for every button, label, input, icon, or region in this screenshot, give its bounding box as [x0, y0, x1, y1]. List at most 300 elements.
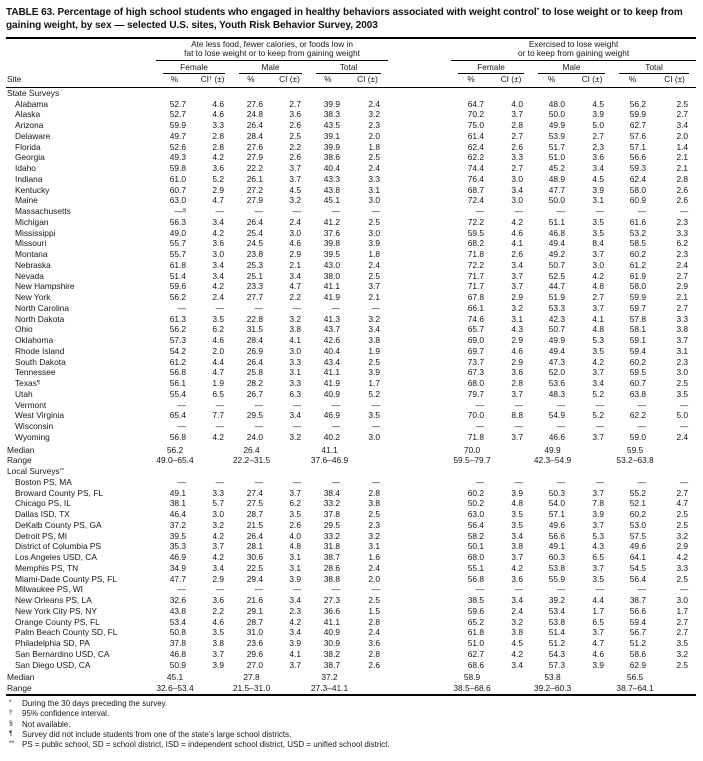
value-cell: 3.9: [592, 659, 605, 670]
site-cell: Idaho: [15, 163, 36, 174]
value-cell: 3.7: [592, 249, 605, 260]
range-value-cell: 53.2–63.8: [616, 455, 654, 466]
value-cell: 3.0: [676, 595, 689, 606]
value-cell: —: [292, 206, 301, 217]
value-cell: 2.6: [676, 184, 689, 195]
value-cell: 2.4: [368, 98, 381, 109]
value-cell: 63.0: [467, 509, 485, 520]
value-cell: 56.4: [629, 573, 647, 584]
value-cell: 3.2: [368, 109, 381, 120]
value-cell: 2.7: [592, 130, 605, 141]
value-cell: 3.6: [592, 152, 605, 163]
value-cell: 56.6: [629, 605, 647, 616]
value-cell: 2.8: [212, 141, 224, 152]
value-cell: 59.5: [467, 227, 485, 238]
value-cell: 51.7: [548, 141, 566, 152]
value-cell: 69.7: [467, 345, 485, 356]
value-cell: 62.9: [629, 659, 647, 670]
footnote-marker: §: [9, 719, 13, 727]
value-cell: 59.4: [629, 616, 647, 627]
value-cell: 3.9: [592, 184, 605, 195]
gutter-cell: [388, 260, 451, 271]
value-cell: 3.5: [592, 573, 605, 584]
value-cell: 49.3: [169, 152, 186, 163]
value-cell: 2.5: [676, 98, 689, 109]
percent-header: %: [309, 74, 347, 87]
value-cell: 51.2: [629, 638, 647, 649]
value-cell: 68.7: [467, 184, 485, 195]
footnote: [6, 720, 696, 730]
value-cell: 3.1: [676, 345, 689, 356]
value-cell: 5.3: [592, 335, 605, 346]
table-row: [6, 432, 696, 443]
value-cell: 43.8: [169, 605, 186, 616]
range-value-cell: 22.2–31.5: [232, 455, 271, 466]
subgroup-female: Female: [156, 60, 232, 74]
value-cell: 3.4: [212, 270, 224, 281]
range-value-cell: 21.5–31.0: [232, 683, 271, 694]
table-row: [6, 410, 696, 421]
median-value-cell: 70.0: [463, 444, 481, 455]
table-row: [6, 509, 696, 520]
value-cell: 6.5: [592, 616, 605, 627]
gutter-cell: [388, 488, 451, 499]
value-cell: —: [177, 421, 186, 432]
value-cell: 3.3: [289, 356, 301, 367]
value-cell: 67.8: [467, 292, 485, 303]
gutter-cell: [388, 346, 451, 357]
value-cell: 46.4: [169, 509, 186, 520]
gutter-cell: [388, 142, 451, 153]
value-cell: 3.5: [676, 388, 689, 399]
value-cell: 51.0: [467, 638, 485, 649]
value-cell: 42.3: [548, 313, 566, 324]
value-cell: 47.7: [548, 184, 566, 195]
value-cell: 3.3: [368, 173, 381, 184]
site-cell: North Dakota: [15, 313, 65, 324]
value-cell: 3.7: [592, 487, 605, 498]
value-cell: 3.3: [212, 487, 224, 498]
median-row: [6, 443, 696, 456]
value-cell: 63.0: [169, 195, 186, 206]
value-cell: 62.7: [629, 120, 647, 131]
value-cell: 53.4: [169, 616, 186, 627]
value-cell: 3.9: [511, 487, 524, 498]
value-cell: 3.7: [511, 388, 524, 399]
value-cell: 3.7: [289, 163, 301, 174]
section-label: State Surveys: [7, 87, 60, 98]
table-row: [6, 99, 696, 110]
value-cell: 3.2: [289, 313, 301, 324]
value-cell: 56.3: [169, 216, 186, 227]
value-cell: 6.5: [212, 388, 224, 399]
value-cell: 27.6: [246, 141, 263, 152]
value-cell: 33.2: [323, 530, 340, 541]
site-cell: San Diego USD, CA: [15, 659, 91, 670]
value-cell: 4.8: [511, 498, 524, 509]
value-cell: —: [679, 399, 689, 410]
value-cell: 39.8: [323, 238, 340, 249]
table-row: [6, 238, 696, 249]
value-cell: —: [331, 584, 340, 595]
value-cell: 2.6: [289, 152, 301, 163]
value-cell: 3.0: [511, 195, 524, 206]
value-cell: 41.1: [323, 281, 340, 292]
value-cell: 3.9: [289, 638, 301, 649]
site-cell: Rhode Island: [15, 345, 65, 356]
value-cell: 54.2: [169, 345, 186, 356]
value-cell: 3.7: [676, 335, 689, 346]
median-value-cell: 45.1: [166, 672, 184, 683]
value-cell: 3.3: [676, 227, 689, 238]
value-cell: 40.4: [323, 163, 340, 174]
value-cell: 2.2: [289, 141, 301, 152]
value-cell: 2.9: [676, 541, 689, 552]
site-cell: Missouri: [15, 238, 47, 249]
gutter-cell: [388, 509, 451, 520]
value-cell: 56.8: [169, 367, 186, 378]
value-cell: 59.9: [629, 292, 647, 303]
value-cell: 3.6: [212, 595, 224, 606]
site-cell: Nevada: [15, 270, 44, 281]
gutter-cell: [388, 389, 451, 400]
value-cell: 4.6: [511, 227, 524, 238]
value-cell: 3.8: [511, 541, 524, 552]
value-cell: 40.9: [323, 627, 340, 638]
median-value-cell: 58.9: [463, 672, 481, 683]
value-cell: 56.8: [467, 573, 485, 584]
value-cell: —: [331, 206, 340, 217]
value-cell: 27.5: [246, 498, 263, 509]
value-cell: 29.1: [246, 605, 263, 616]
value-cell: 6.2: [676, 238, 689, 249]
value-cell: 55.1: [467, 562, 485, 573]
value-cell: 3.8: [212, 638, 224, 649]
value-cell: 54.9: [548, 410, 566, 421]
value-cell: 59.9: [169, 120, 186, 131]
table-row: [6, 400, 696, 411]
gutter-cell: [388, 584, 451, 595]
value-cell: 60.2: [467, 487, 485, 498]
value-cell: 28.2: [246, 378, 263, 389]
value-cell: 3.8: [368, 335, 381, 346]
gutter-cell: [388, 228, 451, 239]
value-cell: 45.1: [323, 195, 340, 206]
table-row: [6, 185, 696, 196]
table-row: [6, 488, 696, 499]
value-cell: —: [254, 476, 263, 487]
site-cell: District of Columbia PS: [15, 541, 102, 552]
value-cell: 23.3: [246, 281, 263, 292]
value-cell: 50.0: [548, 195, 566, 206]
value-cell: 3.4: [368, 324, 381, 335]
gutter-cell: [388, 271, 451, 282]
value-cell: 3.6: [368, 638, 381, 649]
median-value-cell: 56.5: [626, 672, 644, 683]
value-cell: 40.4: [323, 345, 340, 356]
value-cell: —: [371, 476, 381, 487]
value-cell: —: [556, 421, 566, 432]
gutter-cell: [388, 174, 451, 185]
value-cell: 71.7: [467, 270, 485, 281]
value-cell: 2.1: [676, 163, 689, 174]
value-cell: 4.6: [212, 109, 224, 120]
site-column-spacer: [6, 60, 156, 74]
value-cell: 2.7: [511, 163, 524, 174]
gutter-cell: [388, 683, 451, 695]
value-cell: 3.9: [368, 367, 381, 378]
range-value-cell: 32.6–53.4: [156, 683, 194, 694]
gutter-cell: [388, 660, 451, 671]
site-cell: Ohio: [15, 324, 33, 335]
value-cell: 56.7: [629, 627, 647, 638]
value-cell: 6.2: [212, 324, 224, 335]
value-cell: 30.6: [246, 552, 263, 563]
value-cell: 2.7: [676, 270, 689, 281]
value-cell: 27.6: [246, 98, 263, 109]
value-cell: —: [177, 399, 186, 410]
value-cell: 52.7: [169, 98, 186, 109]
value-cell: —: [556, 476, 566, 487]
value-cell: 60.7: [629, 378, 647, 389]
value-cell: 4.7: [676, 498, 689, 509]
value-cell: 71.8: [467, 431, 485, 442]
value-cell: 69.0: [467, 335, 485, 346]
value-cell: 41.1: [323, 616, 340, 627]
value-cell: 2.4: [368, 259, 381, 270]
footnote-text: 95% confidence interval.: [22, 709, 110, 719]
group-header-line: fat to lose weight or to keep from gaining weight: [184, 48, 360, 59]
value-cell: 37.8: [323, 509, 340, 520]
value-cell: 60.9: [629, 195, 647, 206]
value-cell: 3.9: [592, 109, 605, 120]
value-cell: 3.5: [676, 638, 689, 649]
table-row: [6, 498, 696, 509]
value-cell: 59.0: [629, 431, 647, 442]
value-cell: 3.1: [289, 562, 301, 573]
value-cell: 2.9: [676, 281, 689, 292]
value-cell: 1.9: [368, 345, 381, 356]
value-cell: 49.7: [169, 130, 186, 141]
value-cell: 4.5: [289, 184, 301, 195]
value-cell: 41.1: [323, 367, 340, 378]
table-row: [6, 217, 696, 228]
value-cell: 58.0: [629, 281, 647, 292]
value-cell: 31.8: [323, 541, 340, 552]
value-cell: 27.4: [246, 487, 263, 498]
value-cell: 68.2: [467, 238, 485, 249]
value-cell: 2.7: [289, 98, 301, 109]
value-cell: 3.0: [511, 173, 524, 184]
value-cell: 3.7: [511, 552, 524, 563]
value-cell: 72.2: [467, 216, 485, 227]
value-cell: 2.5: [676, 509, 689, 520]
value-cell: —: [254, 302, 263, 313]
value-cell: 3.7: [289, 487, 301, 498]
value-cell: 49.1: [548, 541, 566, 552]
value-cell: 43.4: [323, 356, 340, 367]
footnote-text: During the 30 days preceding the survey.: [22, 698, 168, 708]
value-cell: 30.9: [323, 638, 340, 649]
value-cell: 3.7: [212, 648, 224, 659]
value-cell: 31.0: [246, 627, 263, 638]
value-cell: 59.3: [629, 163, 647, 174]
value-cell: 61.8: [467, 627, 485, 638]
value-cell: 4.8: [592, 324, 605, 335]
value-cell: 27.0: [246, 659, 263, 670]
ci-header: CI (±): [491, 74, 531, 87]
site-cell: Massachusetts: [15, 206, 71, 217]
value-cell: 29.5: [246, 410, 263, 421]
value-cell: 26.4: [246, 120, 263, 131]
value-cell: 52.6: [169, 141, 186, 152]
value-cell: 24.5: [246, 238, 263, 249]
table-row: [6, 531, 696, 542]
value-cell: —: [475, 399, 485, 410]
value-cell: 4.7: [289, 281, 301, 292]
value-cell: 2.4: [676, 259, 689, 270]
value-cell: 2.5: [368, 152, 381, 163]
value-cell: 4.2: [511, 216, 524, 227]
value-cell: 25.8: [246, 367, 263, 378]
value-cell: 4.6: [511, 345, 524, 356]
value-cell: 1.7: [676, 605, 689, 616]
value-cell: —: [595, 206, 605, 217]
group-header-line: or to keep from gaining weight: [517, 48, 630, 59]
value-cell: 26.7: [246, 388, 263, 399]
value-cell: 4.1: [289, 335, 301, 346]
value-cell: 76.4: [467, 173, 485, 184]
value-cell: 2.8: [212, 130, 224, 141]
gutter-cell: [388, 421, 451, 432]
site-cell: San Bernardino USD, CA: [15, 648, 110, 659]
value-cell: —: [475, 476, 485, 487]
subgroup-header-row: [6, 60, 696, 74]
value-cell: 49.4: [548, 345, 566, 356]
value-cell: —: [177, 476, 186, 487]
value-cell: 58.5: [629, 238, 647, 249]
value-cell: —: [254, 584, 263, 595]
value-cell: 49.1: [169, 487, 186, 498]
value-cell: 21.6: [246, 595, 263, 606]
value-cell: 5.2: [592, 388, 605, 399]
gutter-cell: [388, 606, 451, 617]
value-cell: 4.2: [212, 152, 224, 163]
value-cell: —: [331, 399, 340, 410]
value-cell: 39.9: [323, 98, 340, 109]
value-cell: 50.2: [467, 498, 485, 509]
range-row: [6, 455, 696, 466]
site-cell: Nebraska: [15, 259, 51, 270]
gutter-cell: [388, 324, 451, 335]
value-cell: 6.5: [592, 552, 605, 563]
value-cell: 61.9: [629, 270, 647, 281]
value-cell: 37.2: [169, 519, 186, 530]
table-row: [6, 584, 696, 595]
value-cell: —: [331, 476, 340, 487]
value-cell: 54.3: [548, 648, 566, 659]
table-row: [6, 303, 696, 314]
value-cell: 2.0: [212, 345, 224, 356]
value-cell: 59.8: [169, 163, 186, 174]
value-cell: 2.3: [368, 519, 381, 530]
section-label: Local Surveys**: [7, 466, 65, 477]
value-cell: 2.7: [676, 487, 689, 498]
value-cell: 4.5: [511, 638, 524, 649]
gutter-cell: [388, 163, 451, 174]
gutter-cell: [388, 531, 451, 542]
value-cell: 4.6: [289, 238, 301, 249]
value-cell: —: [371, 399, 381, 410]
group-header-line: Exercised to lose weight: [528, 38, 619, 49]
range-value-cell: 27.3–41.1: [310, 683, 349, 694]
site-cell: Orange County PS, FL: [15, 616, 100, 627]
group-header-exercised: [451, 40, 696, 61]
value-cell: 1.6: [368, 552, 381, 563]
value-cell: 51.2: [548, 638, 566, 649]
value-cell: 72.2: [467, 259, 485, 270]
value-cell: 4.2: [511, 648, 524, 659]
value-cell: 3.9: [212, 659, 224, 670]
value-cell: 3.7: [592, 367, 605, 378]
value-cell: 60.2: [629, 356, 647, 367]
ci-header: CI (±): [270, 74, 309, 87]
value-cell: 22.2: [246, 163, 263, 174]
value-cell: 3.0: [289, 227, 301, 238]
value-cell: 2.6: [676, 195, 689, 206]
range-value-cell: 49.0–65.4: [156, 455, 194, 466]
table-row: [6, 109, 696, 120]
value-cell: 38.0: [323, 270, 340, 281]
table-row: [6, 249, 696, 260]
value-cell: 2.0: [368, 573, 381, 584]
value-cell: 4.8: [289, 541, 301, 552]
group-header-row: [6, 40, 696, 61]
value-cell: 2.8: [511, 120, 524, 131]
gutter-cell: [388, 109, 451, 120]
value-cell: 3.4: [511, 659, 524, 670]
value-cell: —: [514, 584, 524, 595]
value-cell: 29.6: [246, 648, 263, 659]
value-cell: 2.4: [212, 292, 224, 303]
gutter-cell: [388, 99, 451, 110]
value-cell: 27.2: [246, 184, 263, 195]
table-row: [6, 389, 696, 400]
value-cell: 46.9: [323, 410, 340, 421]
value-cell: 50.3: [548, 487, 566, 498]
value-cell: 38.2: [323, 648, 340, 659]
value-cell: 59.9: [629, 109, 647, 120]
table-row: [6, 357, 696, 368]
value-cell: 3.7: [511, 281, 524, 292]
value-cell: 57.1: [548, 509, 566, 520]
value-cell: 3.0: [212, 249, 224, 260]
value-cell: 47.7: [169, 573, 186, 584]
value-cell: 28.4: [246, 130, 263, 141]
site-cell: Utah: [15, 388, 33, 399]
range-value-cell: 59.5–79.7: [453, 455, 491, 466]
value-cell: 25.1: [246, 270, 263, 281]
value-cell: 3.0: [368, 195, 381, 206]
value-cell: 59.7: [629, 302, 647, 313]
value-cell: 3.6: [511, 573, 524, 584]
value-cell: —: [514, 476, 524, 487]
value-cell: 3.7: [511, 431, 524, 442]
value-cell: 56.6: [629, 152, 647, 163]
gutter-cell: [388, 238, 451, 249]
gutter-cell: [388, 131, 451, 142]
range-value-cell: 39.2–60.3: [533, 683, 572, 694]
